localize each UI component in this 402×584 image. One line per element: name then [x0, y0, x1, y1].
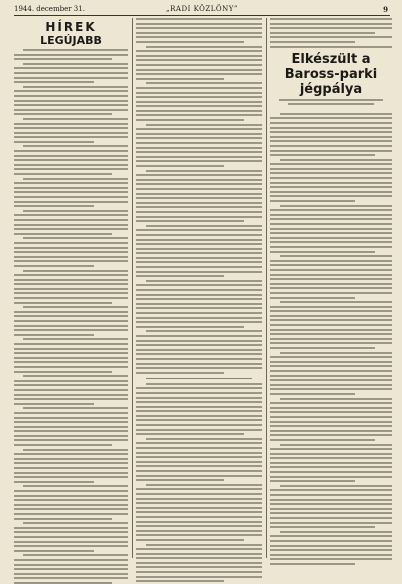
section-title: HÍREK	[45, 20, 97, 34]
body-text-block	[270, 18, 392, 48]
column-divider	[266, 18, 267, 558]
section-subtitle: LEGÚJABB	[40, 34, 102, 47]
column-1	[14, 18, 128, 558]
body-text-block	[14, 49, 128, 584]
section-rule	[146, 378, 252, 379]
column-3	[270, 18, 392, 558]
column-2	[136, 18, 262, 558]
column-divider	[132, 18, 133, 558]
body-text-block	[136, 18, 262, 374]
newspaper-name: „RADI KÖZLÖNY”	[166, 5, 238, 13]
body-text-block	[136, 383, 262, 583]
article-headline: Elkészült a Baross-parki jégpálya	[284, 51, 378, 97]
body-text-block	[270, 99, 392, 565]
page-header	[14, 4, 390, 16]
issue-date: 1944. december 31.	[14, 5, 85, 13]
page-number: 9	[383, 5, 388, 14]
